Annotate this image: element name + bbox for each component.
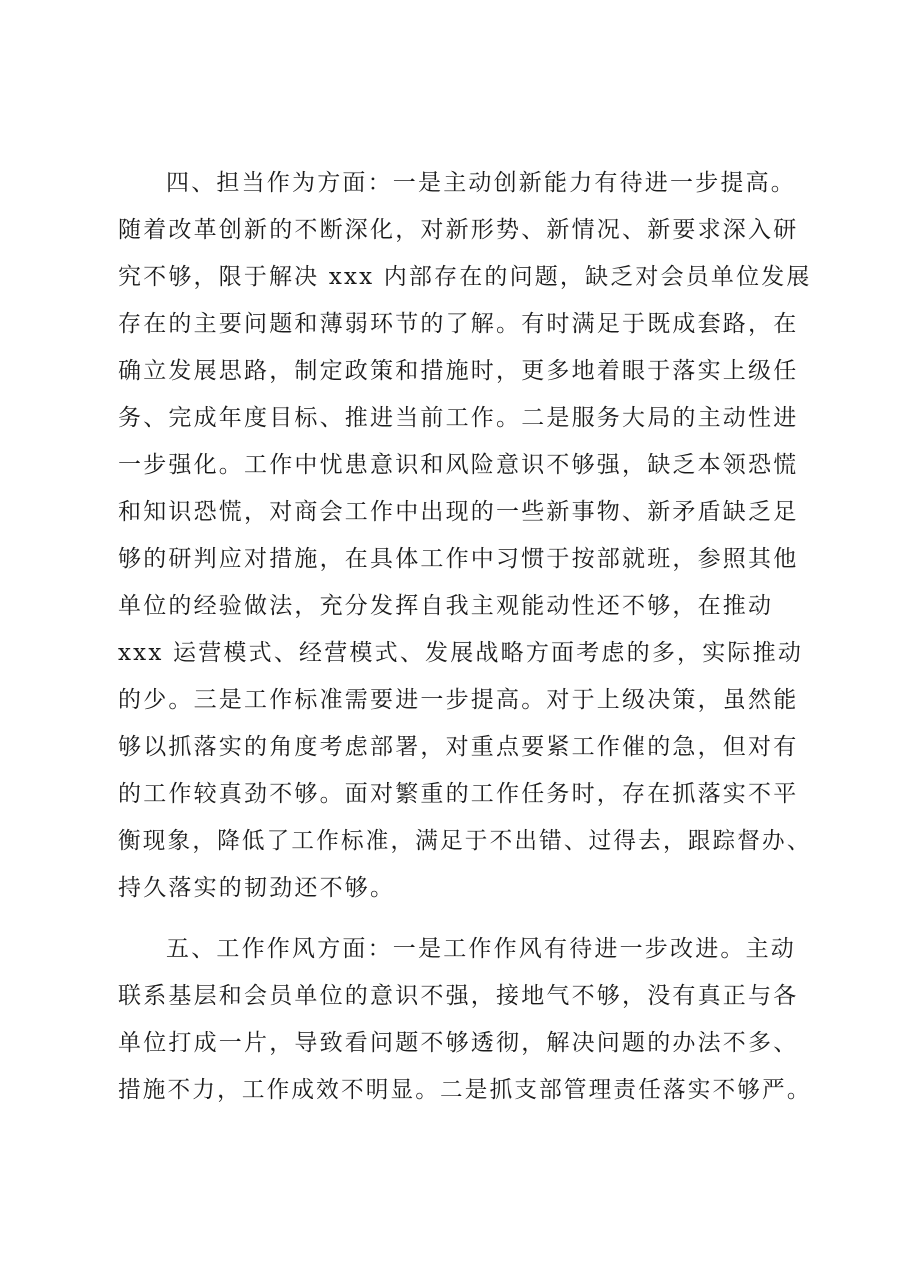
paragraph-1-line-3: 究不够，限于解决 xxx 内部存在的问题，缺乏对会员单位发展: [118, 264, 812, 290]
paragraph-1-line-1: 四、担当作为方面：一是主动创新能力有待进一步提高。: [166, 170, 796, 196]
paragraph-1-line-8: 和知识恐慌，对商会工作中出现的一些新事物、新矛盾缺乏足: [118, 499, 799, 525]
paragraph-1-line-4: 存在的主要问题和薄弱环节的了解。有时满足于既成套路，在: [118, 311, 799, 337]
paragraph-2-line-2: 联系基层和会员单位的意识不强，接地气不够，没有真正与各: [118, 983, 799, 1009]
paragraph-1-line-14: 的工作较真劲不够。面对繁重的工作任务时，存在抓落实不平: [118, 781, 799, 807]
paragraph-1-line-13: 够以抓落实的角度考虑部署，对重点要紧工作催的急，但对有: [118, 734, 799, 760]
paragraph-1-line-10: 单位的经验做法，充分发挥自我主观能动性还不够，在推动: [118, 593, 774, 619]
paragraph-2-line-4: 措施不力，工作成效不明显。二是抓支部管理责任落实不够严。: [118, 1077, 812, 1103]
paragraph-1-line-7: 一步强化。工作中忧患意识和风险意识不够强，缺乏本领恐慌: [118, 452, 799, 478]
paragraph-1-line-16: 持久落实的韧劲还不够。: [118, 875, 396, 901]
paragraph-1-line-2: 随着改革创新的不断深化，对新形势、新情况、新要求深入研: [118, 217, 799, 243]
paragraph-1-line-12: 的少。三是工作标准需要进一步提高。对于上级决策，虽然能: [118, 687, 799, 713]
paragraph-1-line-6: 务、完成年度目标、推进当前工作。二是服务大局的主动性进: [118, 405, 799, 431]
paragraph-1-line-5: 确立发展思路，制定政策和措施时，更多地着眼于落实上级任: [118, 358, 799, 384]
paragraph-1-line-15: 衡现象，降低了工作标准，满足于不出错、过得去，跟踪督办、: [118, 828, 812, 854]
paragraph-1-line-9: 够的研判应对措施，在具体工作中习惯于按部就班，参照其他: [118, 546, 799, 572]
paragraph-1-line-11: xxx 运营模式、经营模式、发展战略方面考虑的多，实际推动: [118, 640, 804, 666]
paragraph-2-line-1: 五、工作作风方面：一是工作作风有待进一步改进。主动: [166, 936, 796, 962]
paragraph-2-line-3: 单位打成一片，导致看问题不够透彻，解决问题的办法不多、: [118, 1030, 799, 1056]
